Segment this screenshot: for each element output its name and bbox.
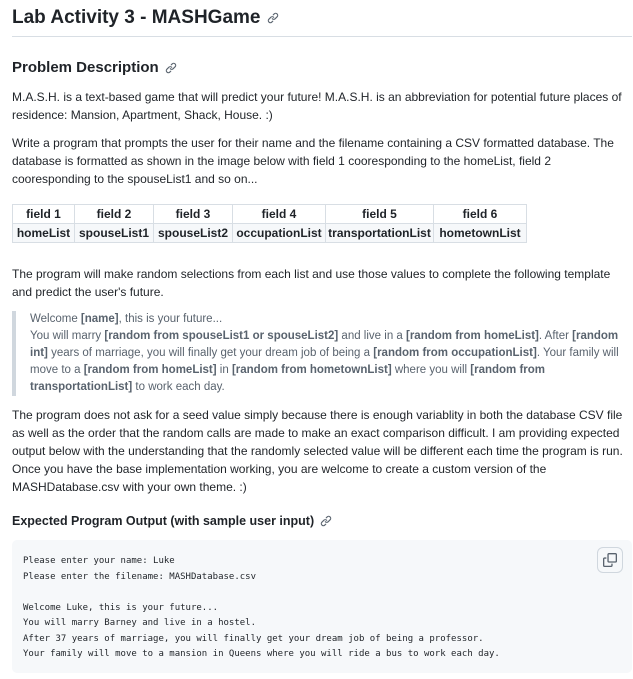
- table-cell: field 6: [434, 205, 527, 224]
- page-title-text: Lab Activity 3 - MASHGame: [12, 7, 261, 28]
- template-text-segment: to work each day.: [132, 381, 225, 393]
- expected-output-heading: [12, 514, 632, 528]
- table-cell: spouseList2: [154, 224, 233, 243]
- template-blockquote: [12, 311, 632, 396]
- table-row: [13, 224, 527, 243]
- table-cell: field 1: [13, 205, 75, 224]
- template-text: [30, 311, 632, 396]
- table-cell: spouseList1: [75, 224, 154, 243]
- template-placeholder: [random from homeList]: [406, 330, 539, 342]
- template-text-segment: You will marry: [30, 330, 105, 342]
- problem-description-heading: [12, 59, 632, 76]
- table-cell: occupationList: [233, 224, 326, 243]
- template-text-segment: in: [216, 364, 232, 376]
- template-placeholder: [random from occupationList]: [373, 347, 537, 359]
- template-placeholder: [random from spouseList1 or spouseList2]: [104, 330, 339, 342]
- code-line: Your family will move to a mansion in Queens where you will ride a bus to work each day.: [23, 649, 500, 659]
- template-placeholder: [random from homeList]: [83, 364, 217, 376]
- template-text-segment: Welcome: [30, 313, 81, 325]
- database-table: [12, 204, 527, 243]
- code-blank-line: [23, 585, 621, 601]
- code-line: After 37 years of marriage, you will finally get your dream job of being a professor.: [23, 633, 484, 644]
- copy-button[interactable]: [597, 547, 623, 573]
- table-cell: field 3: [154, 205, 233, 224]
- template-placeholder: [random int]: [30, 330, 619, 359]
- code-line: Welcome Luke, this is your future...: [23, 602, 219, 613]
- table-cell: hometownList: [434, 224, 527, 243]
- template-text-segment: , this is your future...: [118, 313, 223, 325]
- code-block: [12, 540, 632, 673]
- template-text-segment: . After: [538, 330, 573, 342]
- template-text-segment: . Your family will move to a: [30, 347, 619, 376]
- template-intro-paragraph: The program will make random selections from each list and use those values to complete the following template and predict the user's future.: [12, 267, 611, 299]
- table-header-row: [13, 205, 527, 224]
- template-placeholder: [name]: [80, 313, 119, 325]
- table-cell: transportationList: [326, 224, 434, 243]
- table-cell: field 5: [326, 205, 434, 224]
- table-cell: field 2: [75, 205, 154, 224]
- template-placeholder: [random from transportationList]: [30, 364, 546, 393]
- code-line: Please enter your name: Luke: [23, 556, 175, 566]
- problem-heading-text: Problem Description: [12, 59, 159, 76]
- table-cell: homeList: [13, 224, 75, 243]
- template-line-1: [30, 311, 632, 328]
- code-line: Please enter the filename: MASHDatabase.csv: [23, 571, 256, 582]
- database-table-wrapper: [12, 204, 632, 243]
- output-heading-text: Expected Program Output (with sample user input): [12, 514, 315, 528]
- link-icon[interactable]: [165, 62, 177, 74]
- copy-icon: [603, 553, 617, 567]
- intro-paragraph: M.A.S.H. is a text-based game that will predict your future! M.A.S.H. is an abbreviation for potential future places of residence: Mansion, Apartment, Shack, House. :): [12, 90, 622, 122]
- template-line-2: [30, 328, 632, 396]
- page-title: [12, 0, 632, 37]
- template-placeholder: [random from hometownList]: [231, 364, 392, 376]
- template-text-segment: years of marriage, you will finally get your dream job of being a: [47, 347, 374, 359]
- link-icon[interactable]: [267, 12, 279, 24]
- table-cell: field 4: [233, 205, 326, 224]
- instructions-paragraph: Write a program that prompts the user for their name and the filename containing a CSV formatted database. The database is formatted as shown in the image below with field 1 cooresponding to the homeList, field 2 cooresponding to the spouseList1 and so on...: [12, 136, 614, 186]
- seed-note-paragraph: The program does not ask for a seed value simply because there is enough variablity in both the database CSV file as well as the order that the random calls are made to make an exact comparison difficult. I am providing expected output below with the understanding that the randomly selected value will be different each time the program is run. Once you have the base implementation working, you are welcome to create a custom version of the MASHDatabase.csv with your own theme. :): [12, 408, 623, 494]
- template-text-segment: where you will: [391, 364, 471, 376]
- code-line: You will marry Barney and live in a hostel.: [23, 618, 256, 628]
- link-icon[interactable]: [320, 515, 332, 527]
- template-text-segment: and live in a: [338, 330, 406, 342]
